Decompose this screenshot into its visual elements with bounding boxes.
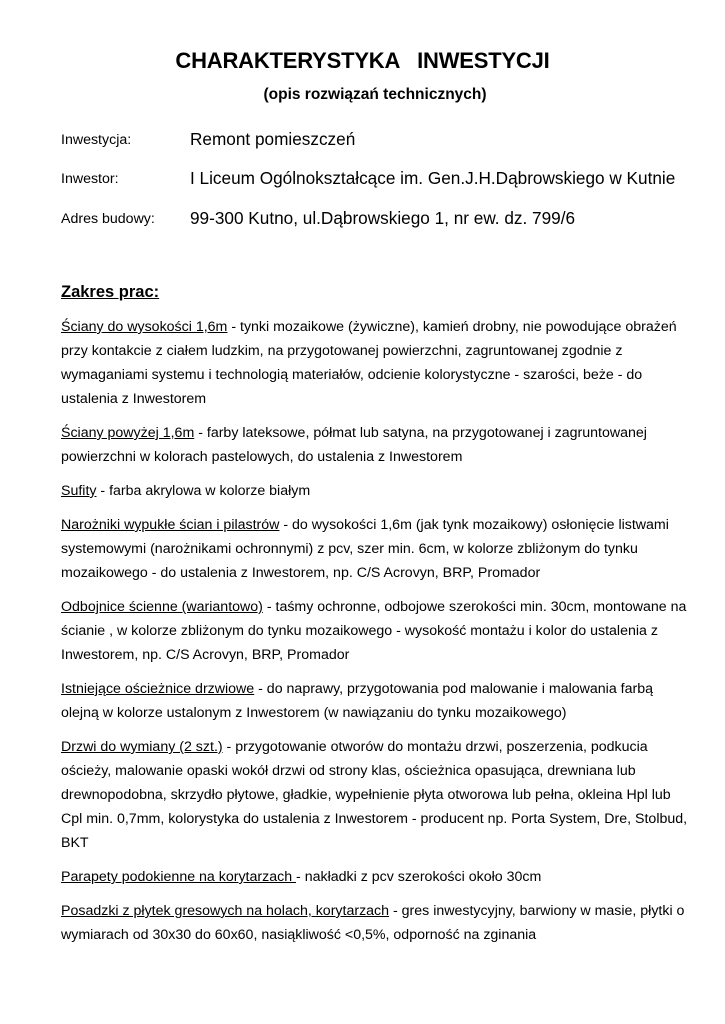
document-subtitle: (opis rozwiązań technicznych) bbox=[263, 86, 487, 103]
meta-value: I Liceum Ogólnokształcące im. Gen.J.H.Dąbrowskiego w Kutnie bbox=[190, 168, 676, 188]
scope-item-label: Odbojnice ścienne (wariantowo) bbox=[61, 599, 263, 615]
meta-row-address bbox=[61, 203, 705, 229]
scope-item-text: - tynki mozaikowe (żywiczne), kamień drobny, nie powodujące obrażeń przy kontakcie z ciałem ludzkim, na przygotowanej powierzchni, zagruntowanej zgodnie z wymaganiami systemu i technologią materiałów, odcienie kolorystyczne - szarości, beże - do ustalenia z Inwestorem bbox=[61, 319, 677, 407]
scope-item bbox=[61, 479, 691, 503]
scope-item bbox=[61, 865, 691, 889]
scope-item-label: Ściany do wysokości 1,6m bbox=[61, 319, 228, 335]
scope-item-label: Ściany powyżej 1,6m bbox=[61, 425, 195, 441]
scope-item bbox=[61, 421, 691, 469]
scope-item-text: - gres inwestycyjny, barwiony w masie, płytki o wymiarach od 30x30 do 60x60, nasiąkliwość <0,5%, odporność na zginania bbox=[61, 903, 685, 943]
meta-label: Inwestycja: bbox=[61, 132, 132, 148]
scope-item bbox=[61, 315, 691, 411]
scope-item-text: - nakładki z pcv szerokości około 30cm bbox=[296, 869, 542, 885]
document-title: CHARAKTERYSTYKA INWESTYCJI bbox=[175, 48, 550, 73]
meta-label: Adres budowy: bbox=[61, 211, 155, 227]
scope-item-label: Istniejące ościeżnice drzwiowe bbox=[61, 681, 255, 697]
scope-item-text: - do wysokości 1,6m (jak tynk mozaikowy) osłonięcie listwami systemowymi (narożnikami ochronnymi) z pcv, szer min. 6cm, w kolorze zbliżonym do tynku mozaikowego - do ustalenia z Inwestorem, np. C/S Acrovyn, BRP, Promador bbox=[61, 517, 669, 581]
meta-row-investment bbox=[61, 124, 705, 150]
meta-row-investor bbox=[61, 163, 705, 189]
scope-list bbox=[61, 315, 691, 957]
scope-item bbox=[61, 513, 691, 585]
scope-heading: Zakres prac: bbox=[61, 283, 160, 301]
meta-value: Remont pomieszczeń bbox=[190, 129, 356, 149]
scope-item bbox=[61, 899, 691, 947]
scope-item-text: - farby lateksowe, półmat lub satyna, na przygotowanej i zagruntowanej powierzchni w kolorach pastelowych, do ustalenia z Inwestorem bbox=[61, 425, 647, 465]
scope-item bbox=[61, 735, 691, 855]
scope-item-text: - przygotowanie otworów do montażu drzwi, poszerzenia, podkucia ościeży, malowanie opaski wokół drzwi od strony klas, ościeżnica opasująca, drewniana lub drewnopodobna, skrzydło płytowe, gładkie, wypełnienie płyta otworowa lub pełna, okleina Hpl lub Cpl min. 0,7mm, kolorystyka do ustalenia z Inwestorem - producent np. Porta System, Dre, Stolbud, BKT bbox=[61, 739, 688, 851]
scope-item bbox=[61, 595, 691, 667]
scope-item-text: - do naprawy, przygotowania pod malowanie i malowania farbą olejną w kolorze ustalonym z Inwestorem (w nawiązaniu do tynku mozaikowego) bbox=[61, 681, 653, 721]
scope-item-text: - taśmy ochronne, odbojowe szerokości min. 30cm, montowane na ścianie , w kolorze zbliżonym do tynku mozaikowego - wysokość montażu i kolor do ustalenia z Inwestorem, np. C/S Acrovyn, BRP, Promador bbox=[61, 599, 687, 663]
scope-item-label: Posadzki z płytek gresowych na holach, korytarzach bbox=[61, 903, 390, 919]
scope-item-label: Parapety podokienne na korytarzach bbox=[61, 869, 297, 885]
scope-item-label: Narożniki wypukłe ścian i pilastrów bbox=[61, 517, 280, 533]
scope-item-text: - farba akrylowa w kolorze białym bbox=[96, 483, 311, 499]
scope-item bbox=[61, 677, 691, 725]
scope-item-label: Sufity bbox=[61, 483, 97, 499]
meta-value: 99-300 Kutno, ul.Dąbrowskiego 1, nr ew. dz. 799/6 bbox=[190, 208, 576, 228]
scope-item-label: Drzwi do wymiany (2 szt.) bbox=[61, 739, 223, 755]
meta-label: Inwestor: bbox=[61, 171, 119, 187]
